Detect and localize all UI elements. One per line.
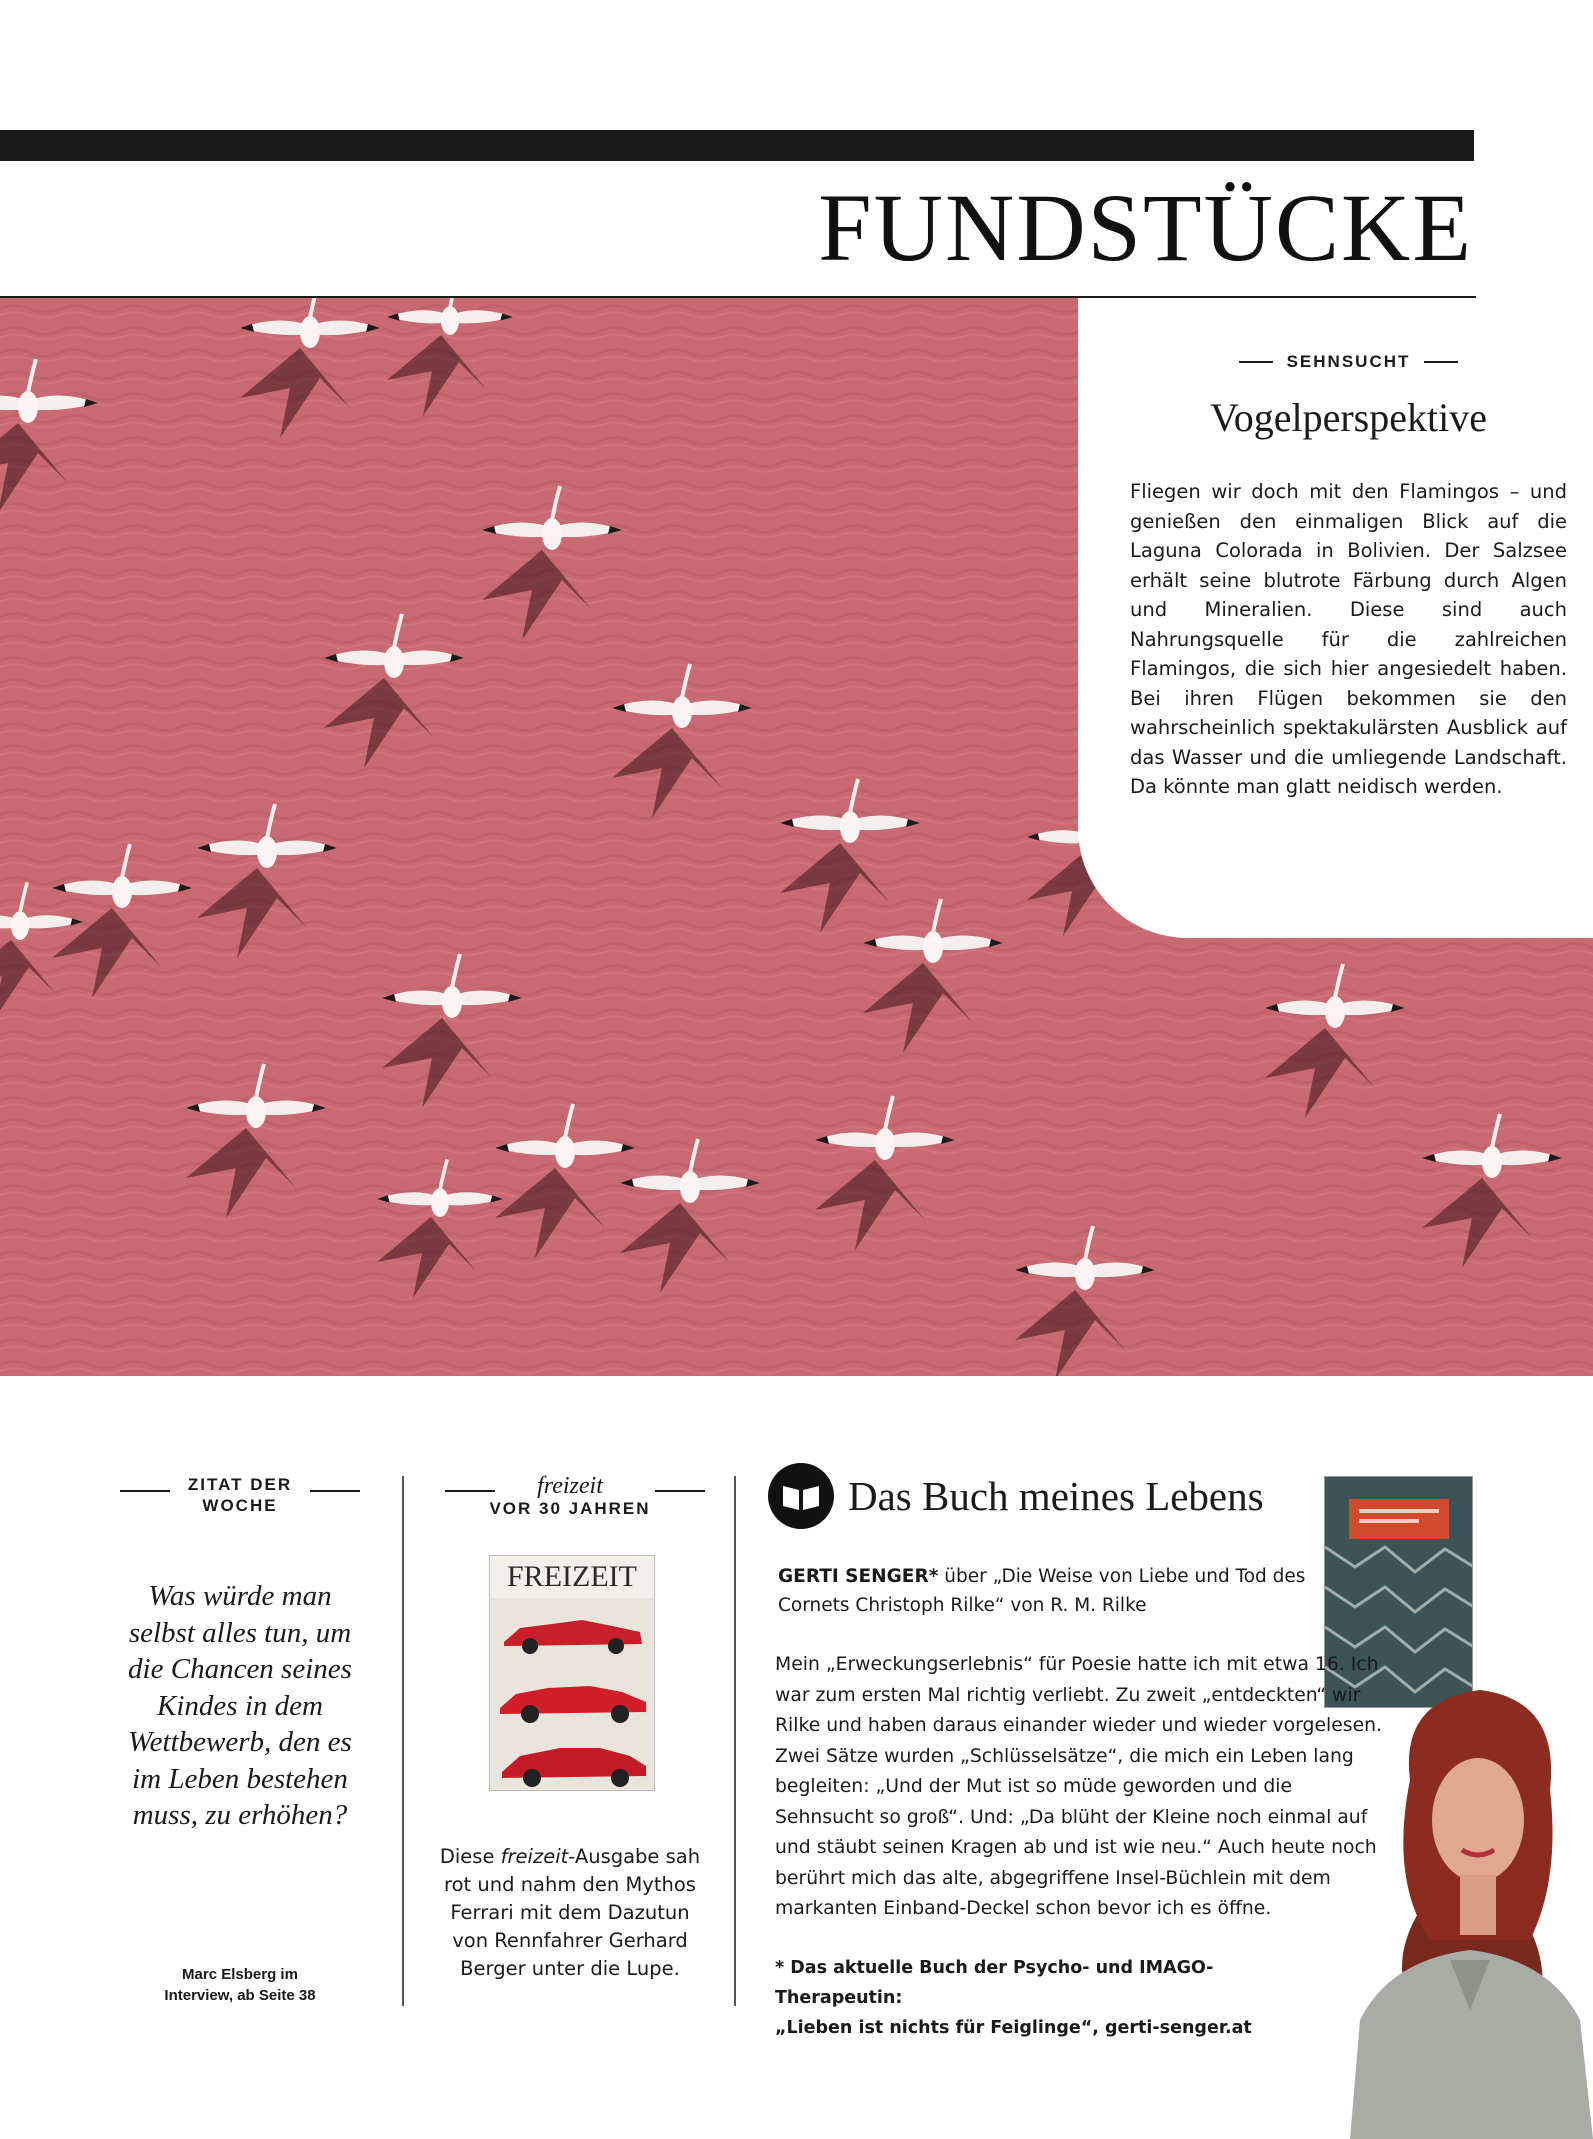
book-heading-title: Das Buch meines Lebens (848, 1473, 1264, 1519)
caption-italic: freizeit (500, 1845, 569, 1868)
caption-post: -Ausgabe sah rot und nahm den Mythos Ferrari mit dem Dazutun von Rennfahrer Gerhard Berger unter die Lupe. (444, 1845, 701, 1980)
book-intro-text: über „Die Weise von Liebe und Tod des Cornets Christoph Rilke“ von R. M. Rilke (778, 1566, 1306, 1616)
section-title: FUNDSTÜCKE (818, 174, 1473, 281)
feature-kicker (1130, 352, 1567, 372)
quote-kicker-dash-left (120, 1490, 170, 1492)
quote-credit-line2: Interview, ab Seite 38 (164, 1987, 316, 2004)
feature-kicker-label: SEHNSUCHT (1286, 352, 1411, 371)
author-portrait-photo (1350, 1660, 1593, 2139)
book-intro-author: GERTI SENGER* (778, 1566, 939, 1587)
quote-kicker (170, 1474, 310, 1516)
quote-kicker-dash-right (310, 1490, 360, 1492)
cover-masthead: FREIZEIT (490, 1556, 654, 1598)
feature-text-box (1078, 298, 1593, 938)
book-heading (768, 1463, 1264, 1529)
book-footnote-line2: „Lieben ist nichts für Feiglinge“, gerti-senger.at (775, 2018, 1252, 2038)
book-intro (778, 1562, 1318, 1620)
book-body: Mein „Erweckungserlebnis“ für Poesie hatte ich mit etwa 16. Ich war zum ersten Mal richtig verliebt. Zu zweit „entdeckten“ wir Rilke und haben daraus einander wieder und wieder vorgelesen. Zwei Sätze wurden „Schlüsselsätze“, die mich ein Leben lang begleiten: „Und der Mut ist so müde geworden und die Sehnsucht so groß“. Und: „Da blüht der Kleine noch einmal auf und stäubt seinen Kragen ab und ist wie neu.“ Auch heute noch berührt mich das alte, abgegriffene Insel-Büchlein mit dem markanten Einband-Deckel schon bevor ich es öffne. (775, 1654, 1383, 1919)
book-footnote (775, 1953, 1335, 2043)
ferrari-cars-icon (490, 1598, 655, 1791)
archive-kicker-script: freizeit (537, 1473, 603, 1499)
archive-kicker-label: VOR 30 JAHREN (489, 1499, 651, 1518)
magazine-cover-image (489, 1555, 655, 1791)
column-divider-1 (402, 1476, 404, 2006)
kicker-dash-left (1239, 361, 1273, 363)
woman-portrait-icon (1350, 1660, 1593, 2139)
feature-title: Vogelperspektive (1210, 395, 1487, 440)
archive-kicker-dash-right (655, 1490, 705, 1492)
archive-caption (430, 1843, 710, 1983)
quote-kicker-line1: ZITAT DER (187, 1475, 293, 1494)
open-book-icon (768, 1463, 834, 1529)
kicker-dash-right (1424, 361, 1458, 363)
archive-kicker (470, 1474, 670, 1519)
column-divider-2 (734, 1476, 736, 2006)
header-bar (0, 130, 1474, 161)
quote-text: Was würde man selbst alles tun, um die Chancen seines Kindes in dem Wettbewerb, den es im Leben bestehen muss, zu erhöhen? (128, 1580, 352, 1831)
book-footnote-line1: * Das aktuelle Buch der Psycho- und IMAGO-Therapeutin: (775, 1958, 1214, 2008)
quote-credit (120, 1964, 360, 2006)
caption-pre: Diese (439, 1845, 501, 1868)
feature-body: Fliegen wir doch mit den Flamingos – und genießen den einmaligen Blick auf die Laguna Colorada in Bolivien. Der Salzsee erhält seine blutrote Färbung durch Algen und Mineralien. Diese sind auch Nahrungsquelle für die zahlreichen Flamingos, die sich hier angesiedelt haben. Bei ihren Flügen bekommen sie den wahrscheinlich spektakulärsten Ausblick auf das Wasser und die umliegende Landschaft. Da könnte man glatt neidisch werden. (1130, 480, 1567, 798)
quote-kicker-line2: WOCHE (202, 1496, 278, 1515)
quote-credit-line1: Marc Elsberg im (182, 1966, 298, 1983)
